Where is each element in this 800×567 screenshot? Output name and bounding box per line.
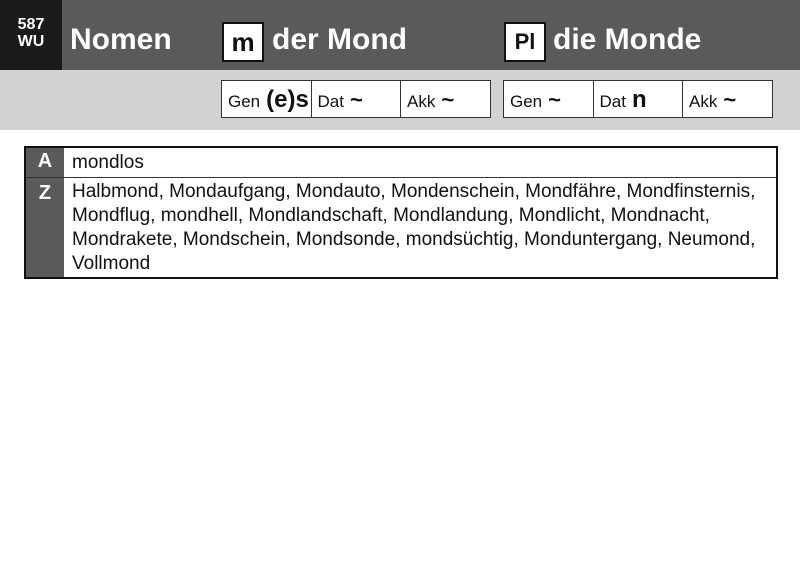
entry-number: 587: [17, 16, 45, 33]
case-label: Dat: [317, 92, 344, 111]
case-genitive-singular: [221, 80, 312, 118]
case-ending: ~: [349, 87, 363, 112]
case-ending: ~: [723, 87, 737, 112]
header-bar: [0, 0, 800, 70]
singular-declension: [221, 80, 490, 118]
word-class-title: Nomen: [70, 23, 172, 56]
adjective-tag: A: [26, 148, 64, 177]
compound-tag: Z: [26, 178, 64, 277]
case-ending: ~: [441, 87, 455, 112]
entry-badge: [0, 0, 62, 70]
case-accusative-singular: [400, 80, 491, 118]
compound-row: [26, 178, 776, 277]
case-label: Dat: [599, 92, 626, 111]
case-label: Gen: [228, 92, 261, 111]
case-ending: n: [631, 86, 647, 113]
singular-gender-box: m: [222, 22, 264, 62]
case-ending: ~: [548, 87, 561, 112]
case-dative-plural: [593, 80, 684, 118]
case-label: Akk: [689, 92, 718, 111]
case-accusative-plural: [682, 80, 773, 118]
case-genitive-plural: [503, 80, 594, 118]
case-dative-singular: [311, 80, 402, 118]
plural-declension: [503, 80, 772, 118]
plural-marker-box: Pl: [504, 22, 546, 62]
entry-code: WU: [17, 33, 45, 50]
entry-table: [24, 146, 778, 279]
case-label: Akk: [407, 92, 436, 111]
case-ending: (e)s: [266, 86, 309, 113]
compound-list: Halbmond, Mondaufgang, Mondauto, Mondenschein, Mondfähre, Mondfinsternis, Mondflug, mondhell, Mondlandschaft, Mondlandung, Mondlicht, Mondnacht, Mondrakete, Mondschein, Mondsonde, mondsüchtig, Monduntergang, Neumond, Vollmond: [72, 181, 756, 274]
adjective-list: mondlos: [72, 152, 144, 173]
plural-form: die Monde: [553, 23, 702, 56]
case-label: Gen: [510, 92, 543, 111]
adjective-row: [26, 148, 776, 178]
singular-form: der Mond: [272, 23, 407, 56]
